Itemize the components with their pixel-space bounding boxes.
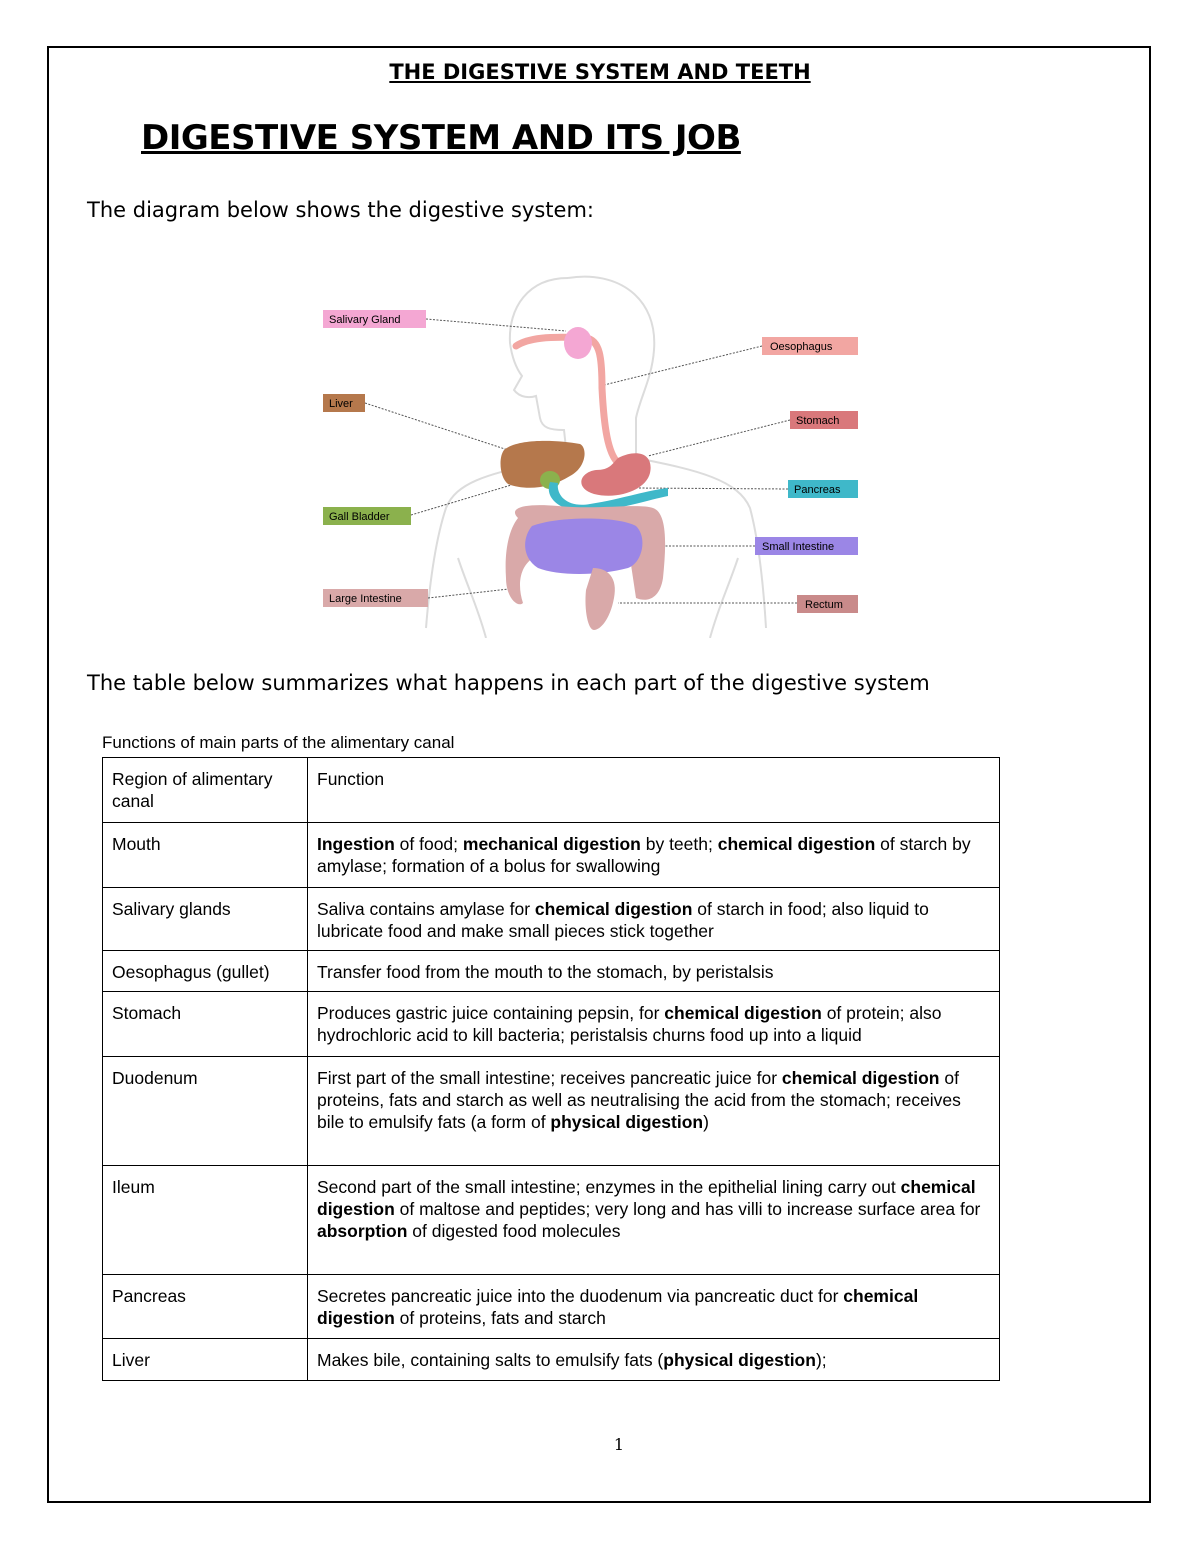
table-row [103,1275,1000,1339]
table-intro-text: The table below summarizes what happens in each part of the digestive system [87,671,930,695]
function-text: of starch by amylase; formation of a bolus for swallowing [317,834,971,876]
svg-text:Pancreas: Pancreas [794,484,841,496]
label-salivary-gland [323,310,426,328]
function-cell [308,992,1000,1057]
function-text: First part of the small intestine; receives pancreatic juice for [317,1068,782,1088]
digestive-system-diagram [318,258,878,638]
table-caption: Functions of main parts of the alimentary canal [102,733,455,752]
organs [501,327,668,630]
main-heading: DIGESTIVE SYSTEM AND ITS JOB [141,118,741,158]
svg-text:Salivary Gland: Salivary Gland [329,314,401,326]
table-row [103,1166,1000,1275]
header-function: Function [308,758,1000,823]
function-text: Produces gastric juice containing pepsin, for [317,1003,665,1023]
header-region: Region of alimentary canal [103,758,308,823]
region-cell: Pancreas [103,1275,308,1339]
table-row [103,1339,1000,1381]
region-cell: Stomach [103,992,308,1057]
label-oesophagus [762,337,858,355]
function-cell [308,1166,1000,1275]
function-text: of proteins, fats and starch as well as neutralising the acid from the stomach; receives bile to emulsify fats (a form of [317,1068,961,1132]
label-liver [323,394,365,412]
key-term: mechanical digestion [462,834,641,854]
rectum-organ [585,568,614,630]
svg-text:Large Intestine: Large Intestine [329,593,402,605]
svg-text:Oesophagus: Oesophagus [770,341,833,353]
function-text: Second part of the small intestine; enzymes in the epithelial lining carry out [317,1177,901,1197]
label-stomach [790,411,858,429]
function-cell [308,1339,1000,1381]
svg-text:Rectum: Rectum [805,599,843,611]
key-term: chemical digestion [317,1286,919,1328]
function-text: of proteins, fats and starch [394,1308,606,1328]
label-small-intestine [755,537,858,555]
function-text: Saliva contains amylase for [317,899,535,919]
function-text: Secretes pancreatic juice into the duodenum via pancreatic duct for [317,1286,844,1306]
function-text: ) [703,1112,709,1132]
svg-text:Stomach: Stomach [796,415,840,427]
key-term: chemical digestion [717,834,876,854]
table-row [103,888,1000,951]
label-large-intestine [323,589,428,607]
key-term: chemical digestion [317,1177,976,1219]
diagram-intro-text: The diagram below shows the digestive system: [87,198,594,222]
function-text: Makes bile, containing salts to emulsify fats ( [317,1350,664,1370]
svg-text:Small Intestine: Small Intestine [762,541,835,553]
function-cell [308,823,1000,888]
label-rectum [797,595,858,613]
function-text: of protein; also hydrochloric acid to kill bacteria; peristalsis churns food up into a liquid [317,1003,942,1045]
function-cell [308,951,1000,992]
region-cell: Salivary glands [103,888,308,951]
function-text: of food; [394,834,463,854]
key-term: chemical digestion [664,1003,822,1023]
table-row [103,992,1000,1057]
header-title: THE DIGESTIVE SYSTEM AND TEETH [389,60,811,84]
region-cell: Duodenum [103,1057,308,1166]
functions-table [102,757,1000,1381]
function-text: by teeth; [640,834,718,854]
key-term: Ingestion [317,834,395,854]
key-term: physical digestion [663,1350,816,1370]
key-term: chemical digestion [534,899,693,919]
region-cell: Liver [103,1339,308,1381]
function-cell [308,888,1000,951]
function-text: of maltose and peptides; very long and has villi to increase surface area for [394,1199,981,1219]
key-term: chemical digestion [781,1068,940,1088]
function-cell [308,1057,1000,1166]
label-pancreas [788,480,858,498]
key-term: absorption [317,1221,408,1241]
function-text: ); [815,1350,827,1370]
small-intestine-organ [525,519,642,575]
table-row [103,823,1000,888]
table-header-row [103,758,1000,823]
function-text: Transfer food from the mouth to the stomach, by peristalsis [317,962,774,982]
region-cell: Ileum [103,1166,308,1275]
region-cell: Mouth [103,823,308,888]
page-header [0,60,1200,84]
region-cell: Oesophagus (gullet) [103,951,308,992]
svg-text:Gall Bladder: Gall Bladder [329,511,390,523]
table-row [103,1057,1000,1166]
page-number: 1 [613,1435,625,1454]
salivary-gland-organ [564,327,592,359]
key-term: physical digestion [550,1112,704,1132]
function-text: of digested food molecules [407,1221,621,1241]
label-gall-bladder [323,507,411,525]
svg-text:Liver: Liver [329,398,353,410]
table-row [103,951,1000,992]
function-cell [308,1275,1000,1339]
function-text: of starch in food; also liquid to lubricate food and make small pieces stick together [317,899,929,941]
